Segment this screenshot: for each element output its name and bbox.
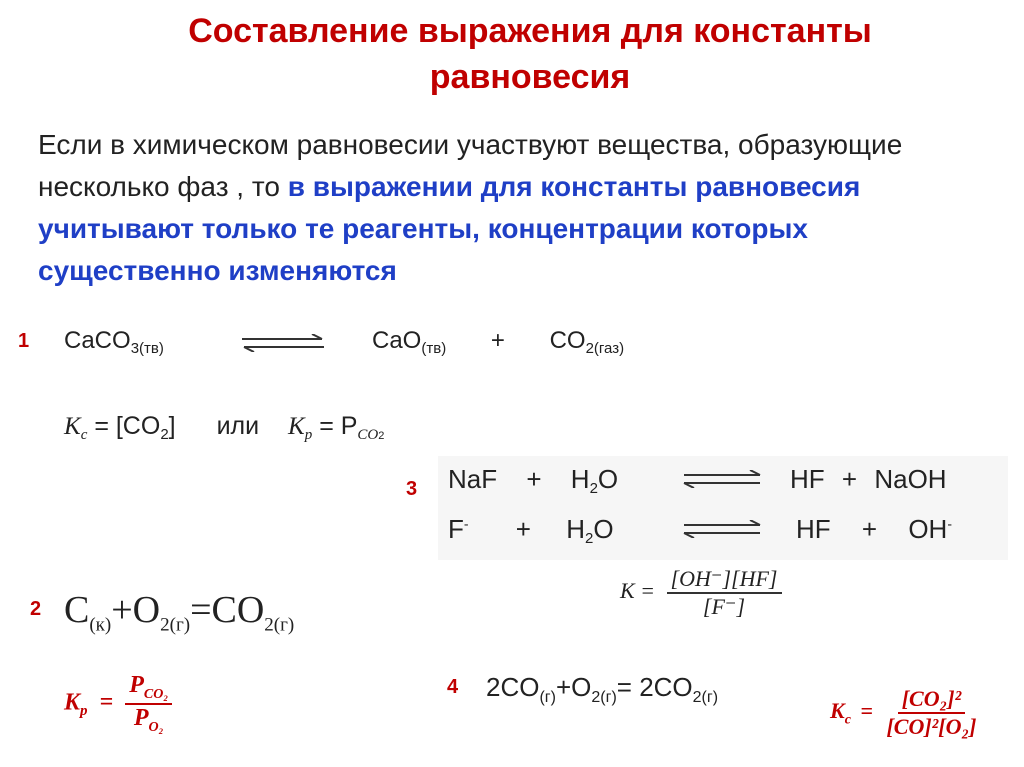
kp-sub: p (304, 427, 313, 443)
equilibrium-arrows-icon (680, 470, 764, 488)
co-sub: (г) (539, 689, 556, 707)
f-ion: F (448, 514, 464, 544)
reaction-2 (64, 588, 294, 637)
title-line-2: равновесия (429, 58, 631, 96)
h: H (566, 514, 585, 544)
plus: + (515, 514, 531, 544)
kc-symbol: K (64, 413, 81, 440)
kc-expression: = [CO (94, 412, 161, 440)
kp-symbol: K (64, 689, 81, 716)
kp-numerator-sub: CO₂ (143, 686, 169, 702)
reaction-3-constant (620, 566, 782, 620)
k-denominator: [F⁻] (702, 594, 746, 619)
equals: = (99, 689, 114, 716)
equals: = (860, 698, 873, 724)
kc-expression-sub: 2 (160, 426, 169, 443)
plus: + (490, 327, 505, 354)
h: H (570, 464, 590, 494)
h-sub: 2 (585, 530, 594, 547)
reaction-3-line-2-left (448, 514, 614, 547)
reaction-3-line-1-left (448, 464, 618, 497)
example-number-1: 1 (18, 330, 30, 352)
oxygen-sub: 2(г) (160, 614, 191, 636)
k-numerator: [OH⁻][HF] (667, 566, 782, 594)
o: O (593, 514, 614, 544)
kc-numerator: [CO₂]² (898, 686, 965, 714)
kc-sub: c (844, 712, 851, 728)
equilibrium-arrows-icon (238, 334, 328, 352)
o2: +O (555, 672, 592, 702)
product-2: CO (549, 327, 586, 354)
carbon: C (64, 589, 90, 631)
title-line-1: Составление выражения для константы (188, 12, 872, 50)
kp-expression-sub2: 2 (378, 430, 385, 442)
reaction-2-constant (64, 672, 172, 736)
product-1: CaO (372, 327, 422, 354)
reaction-4 (486, 672, 718, 707)
reactant-sub: 3(тв) (130, 340, 164, 357)
oh-ion: OH (908, 514, 948, 544)
product-1-sub: (тв) (421, 340, 447, 357)
intro-paragraph (38, 124, 998, 292)
naf: NaF (448, 464, 498, 494)
reaction-3-line-2-right (796, 514, 952, 545)
example-number-3: 3 (406, 478, 418, 500)
plus: + (526, 464, 542, 494)
co2: =CO (190, 589, 265, 631)
plus: + (861, 514, 878, 544)
h-sub: 2 (589, 480, 598, 497)
oxygen: +O (111, 589, 161, 631)
naoh: NaOH (874, 464, 947, 494)
kp-symbol: K (288, 413, 305, 440)
product-2-sub: 2(газ) (585, 340, 625, 357)
reaction-3-line-1-right (790, 464, 947, 495)
kc-sub: c (80, 427, 88, 443)
kp-denominator-sub: O₂ (148, 719, 164, 735)
carbon-sub: (к) (89, 614, 112, 636)
o2-sub: 2(г) (591, 689, 617, 707)
example-number-4: 4 (447, 676, 459, 698)
or-label: или (216, 412, 260, 440)
plus: + (841, 464, 858, 494)
page-title (0, 8, 1024, 100)
reaction-1 (64, 327, 164, 357)
kp-numerator: P (129, 672, 144, 698)
kp-denominator: P (133, 704, 149, 731)
reactant: CaCO (64, 327, 131, 354)
kc-denominator: [CO]²[O₂] (886, 714, 977, 739)
co2: = 2CO (616, 672, 693, 702)
reaction-4-constant (830, 686, 980, 740)
kc-symbol: K (830, 698, 845, 724)
kp-expression: = P (319, 412, 358, 440)
co2-sub: 2(г) (264, 614, 295, 636)
equilibrium-arrows-icon (680, 520, 764, 538)
intro-emphasis: в выражении для константы равновесия учитывают только те реагенты, концентрации которых существенно изменяются (38, 171, 861, 286)
reaction-1-products (372, 327, 624, 357)
kp-expression-sub: CO (357, 427, 379, 443)
example-number-2: 2 (30, 598, 42, 620)
kc-expression-end: ] (168, 412, 176, 440)
intro-text: Если в химическом равновесии участвуют вещества, образующие несколько фаз , то (38, 129, 903, 202)
hf: HF (790, 464, 825, 494)
oh-ion-charge: - (947, 515, 952, 532)
f-ion-charge: - (463, 515, 469, 532)
k-lhs: K = (620, 578, 656, 604)
kp-sub: p (80, 703, 88, 720)
hf: HF (796, 514, 831, 544)
co: 2CO (486, 672, 540, 702)
o: O (597, 464, 619, 494)
reaction-1-constants (64, 412, 384, 444)
co2-sub: 2(г) (692, 689, 719, 707)
